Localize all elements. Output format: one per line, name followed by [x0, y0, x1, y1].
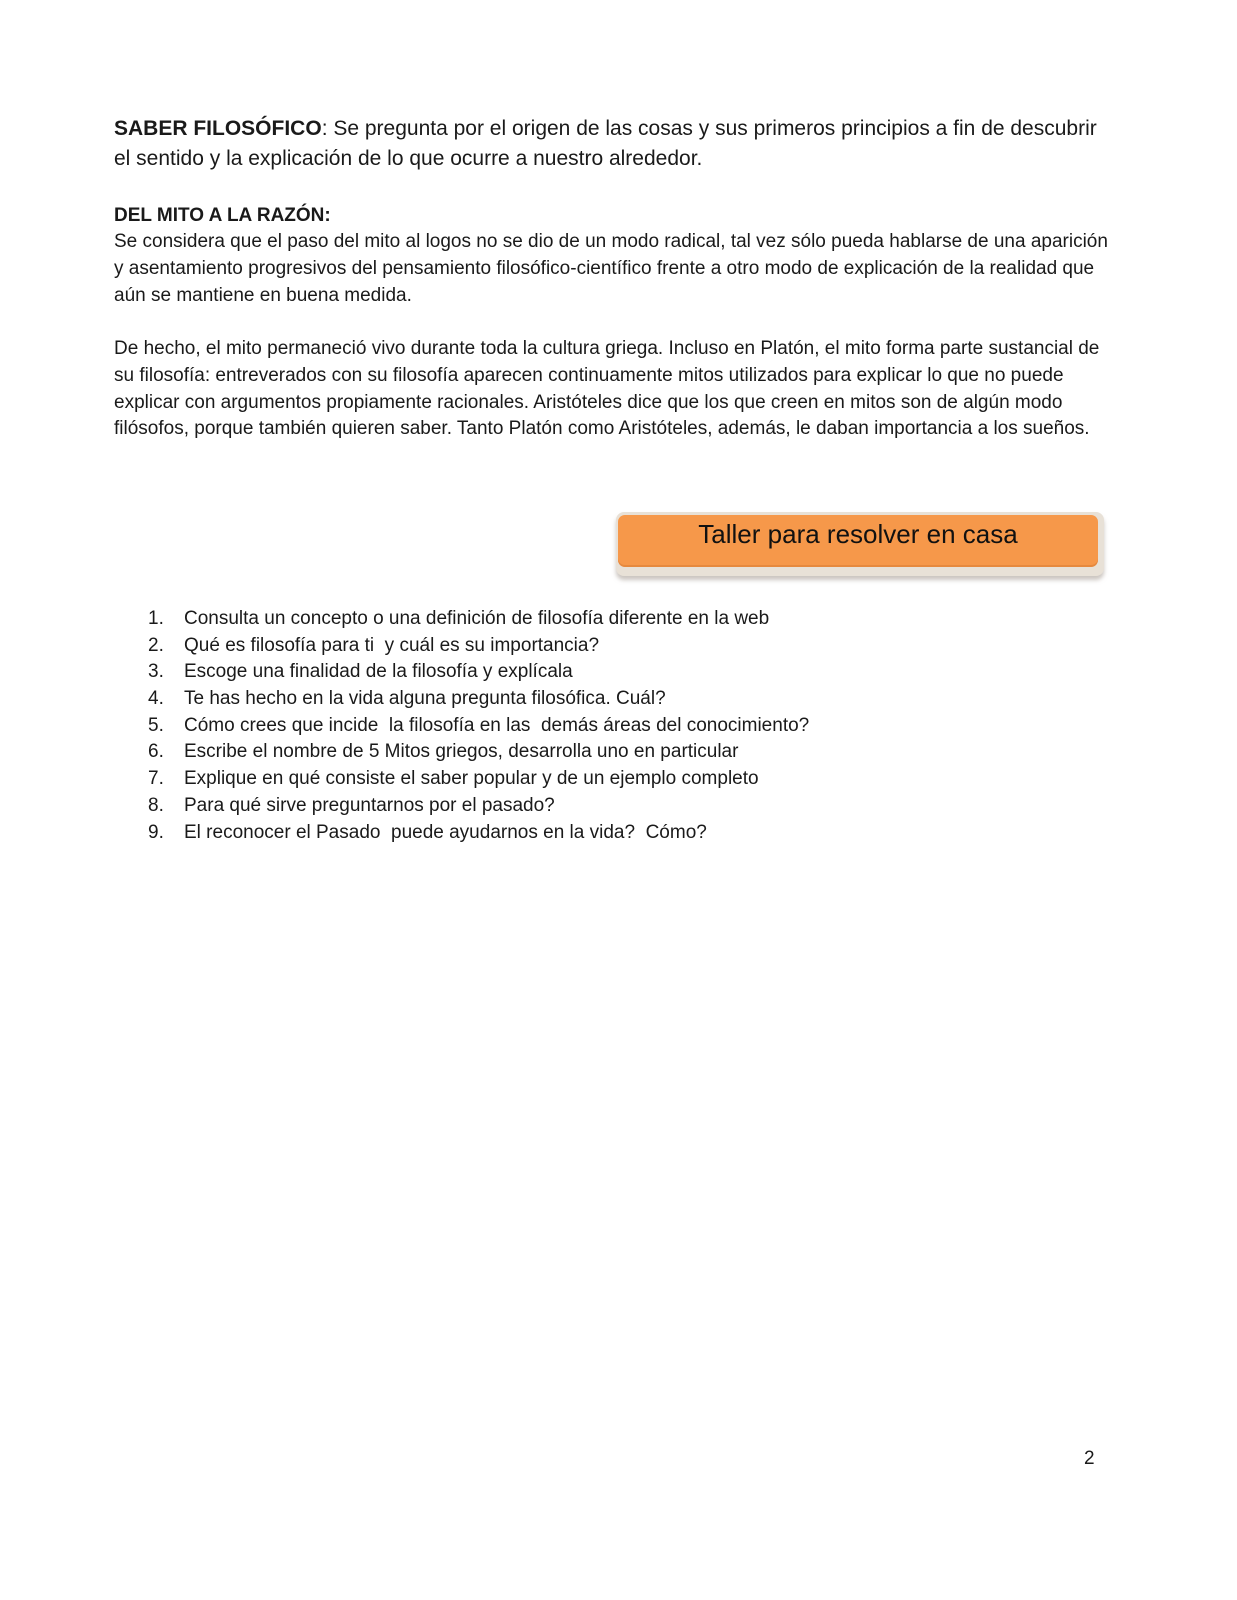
- task-number: 5.: [148, 714, 164, 736]
- task-number: 7.: [148, 768, 164, 790]
- section-paragraph-1: Se considera que el paso del mito al logos no se dio de un modo radical, tal vez sólo pueda hablarse de una aparición y asentamiento progresivos del pensamiento filosófico-científico frente a otro modo de explicación de la realidad que aún se mantiene en buena medida.: [114, 231, 1108, 306]
- taller-box: [618, 515, 1098, 567]
- list-item: [140, 766, 809, 793]
- intro-text: : Se pregunta por el origen de las cosas y sus primeros principios a fin de descubrir el sentido y la explicación de lo que ocurre a nuestro alrededor.: [114, 117, 1097, 170]
- taller-title: Taller para resolver en casa: [698, 519, 1018, 549]
- list-item: [140, 633, 809, 660]
- task-number: 8.: [148, 794, 164, 816]
- task-text: Te has hecho en la vida alguna pregunta filosófica. Cuál?: [184, 688, 666, 710]
- task-text: Qué es filosofía para ti y cuál es su importancia?: [184, 634, 600, 656]
- task-text: Consulta un concepto o una definición de filosofía diferente en la web: [184, 608, 770, 629]
- task-text: El reconocer el Pasado puede ayudarnos en la vida? Cómo?: [184, 821, 707, 843]
- intro-paragraph: [114, 114, 1114, 174]
- section-paragraph-2: De hecho, el mito permaneció vivo durante toda la cultura griega. Incluso en Platón, el mito forma parte sustancial de su filosofía: entreverados con su filosofía aparecen continuamente mitos utilizados para explicar lo que no puede explicar con argumentos propiamente racionales. Aristóteles dice que los que creen en mitos son de algún modo filósofos, porque también quieren saber. Tanto Platón como Aristóteles, además, le daban importancia a los sueños.: [114, 338, 1100, 440]
- task-number: 4.: [148, 688, 164, 710]
- list-item: [140, 659, 809, 686]
- list-item: [140, 713, 809, 740]
- task-text: Explique en qué consiste el saber popular y de un ejemplo completo: [184, 768, 759, 790]
- list-item: [140, 793, 809, 820]
- list-item: [140, 606, 809, 633]
- task-number: 1.: [148, 608, 164, 629]
- taller-banner: [616, 512, 1104, 576]
- page-number: 2: [1084, 1448, 1095, 1469]
- list-item: [140, 820, 809, 847]
- task-list: [140, 606, 809, 846]
- task-number: 3.: [148, 661, 164, 683]
- task-number: 2.: [148, 634, 164, 656]
- task-number: 9.: [148, 821, 164, 843]
- list-item: [140, 739, 809, 766]
- task-text: Cómo crees que incide la filosofía en las demás áreas del conocimiento?: [184, 714, 810, 736]
- intro-term: SABER FILOSÓFICO: [114, 117, 322, 140]
- task-text: Escoge una finalidad de la filosofía y explícala: [184, 661, 573, 683]
- section-heading: DEL MITO A LA RAZÓN:: [114, 205, 331, 226]
- task-number: 6.: [148, 741, 164, 763]
- task-text: Escribe el nombre de 5 Mitos griegos, desarrolla uno en particular: [184, 741, 739, 763]
- task-text: Para qué sirve preguntarnos por el pasado?: [184, 794, 555, 816]
- list-item: [140, 686, 809, 713]
